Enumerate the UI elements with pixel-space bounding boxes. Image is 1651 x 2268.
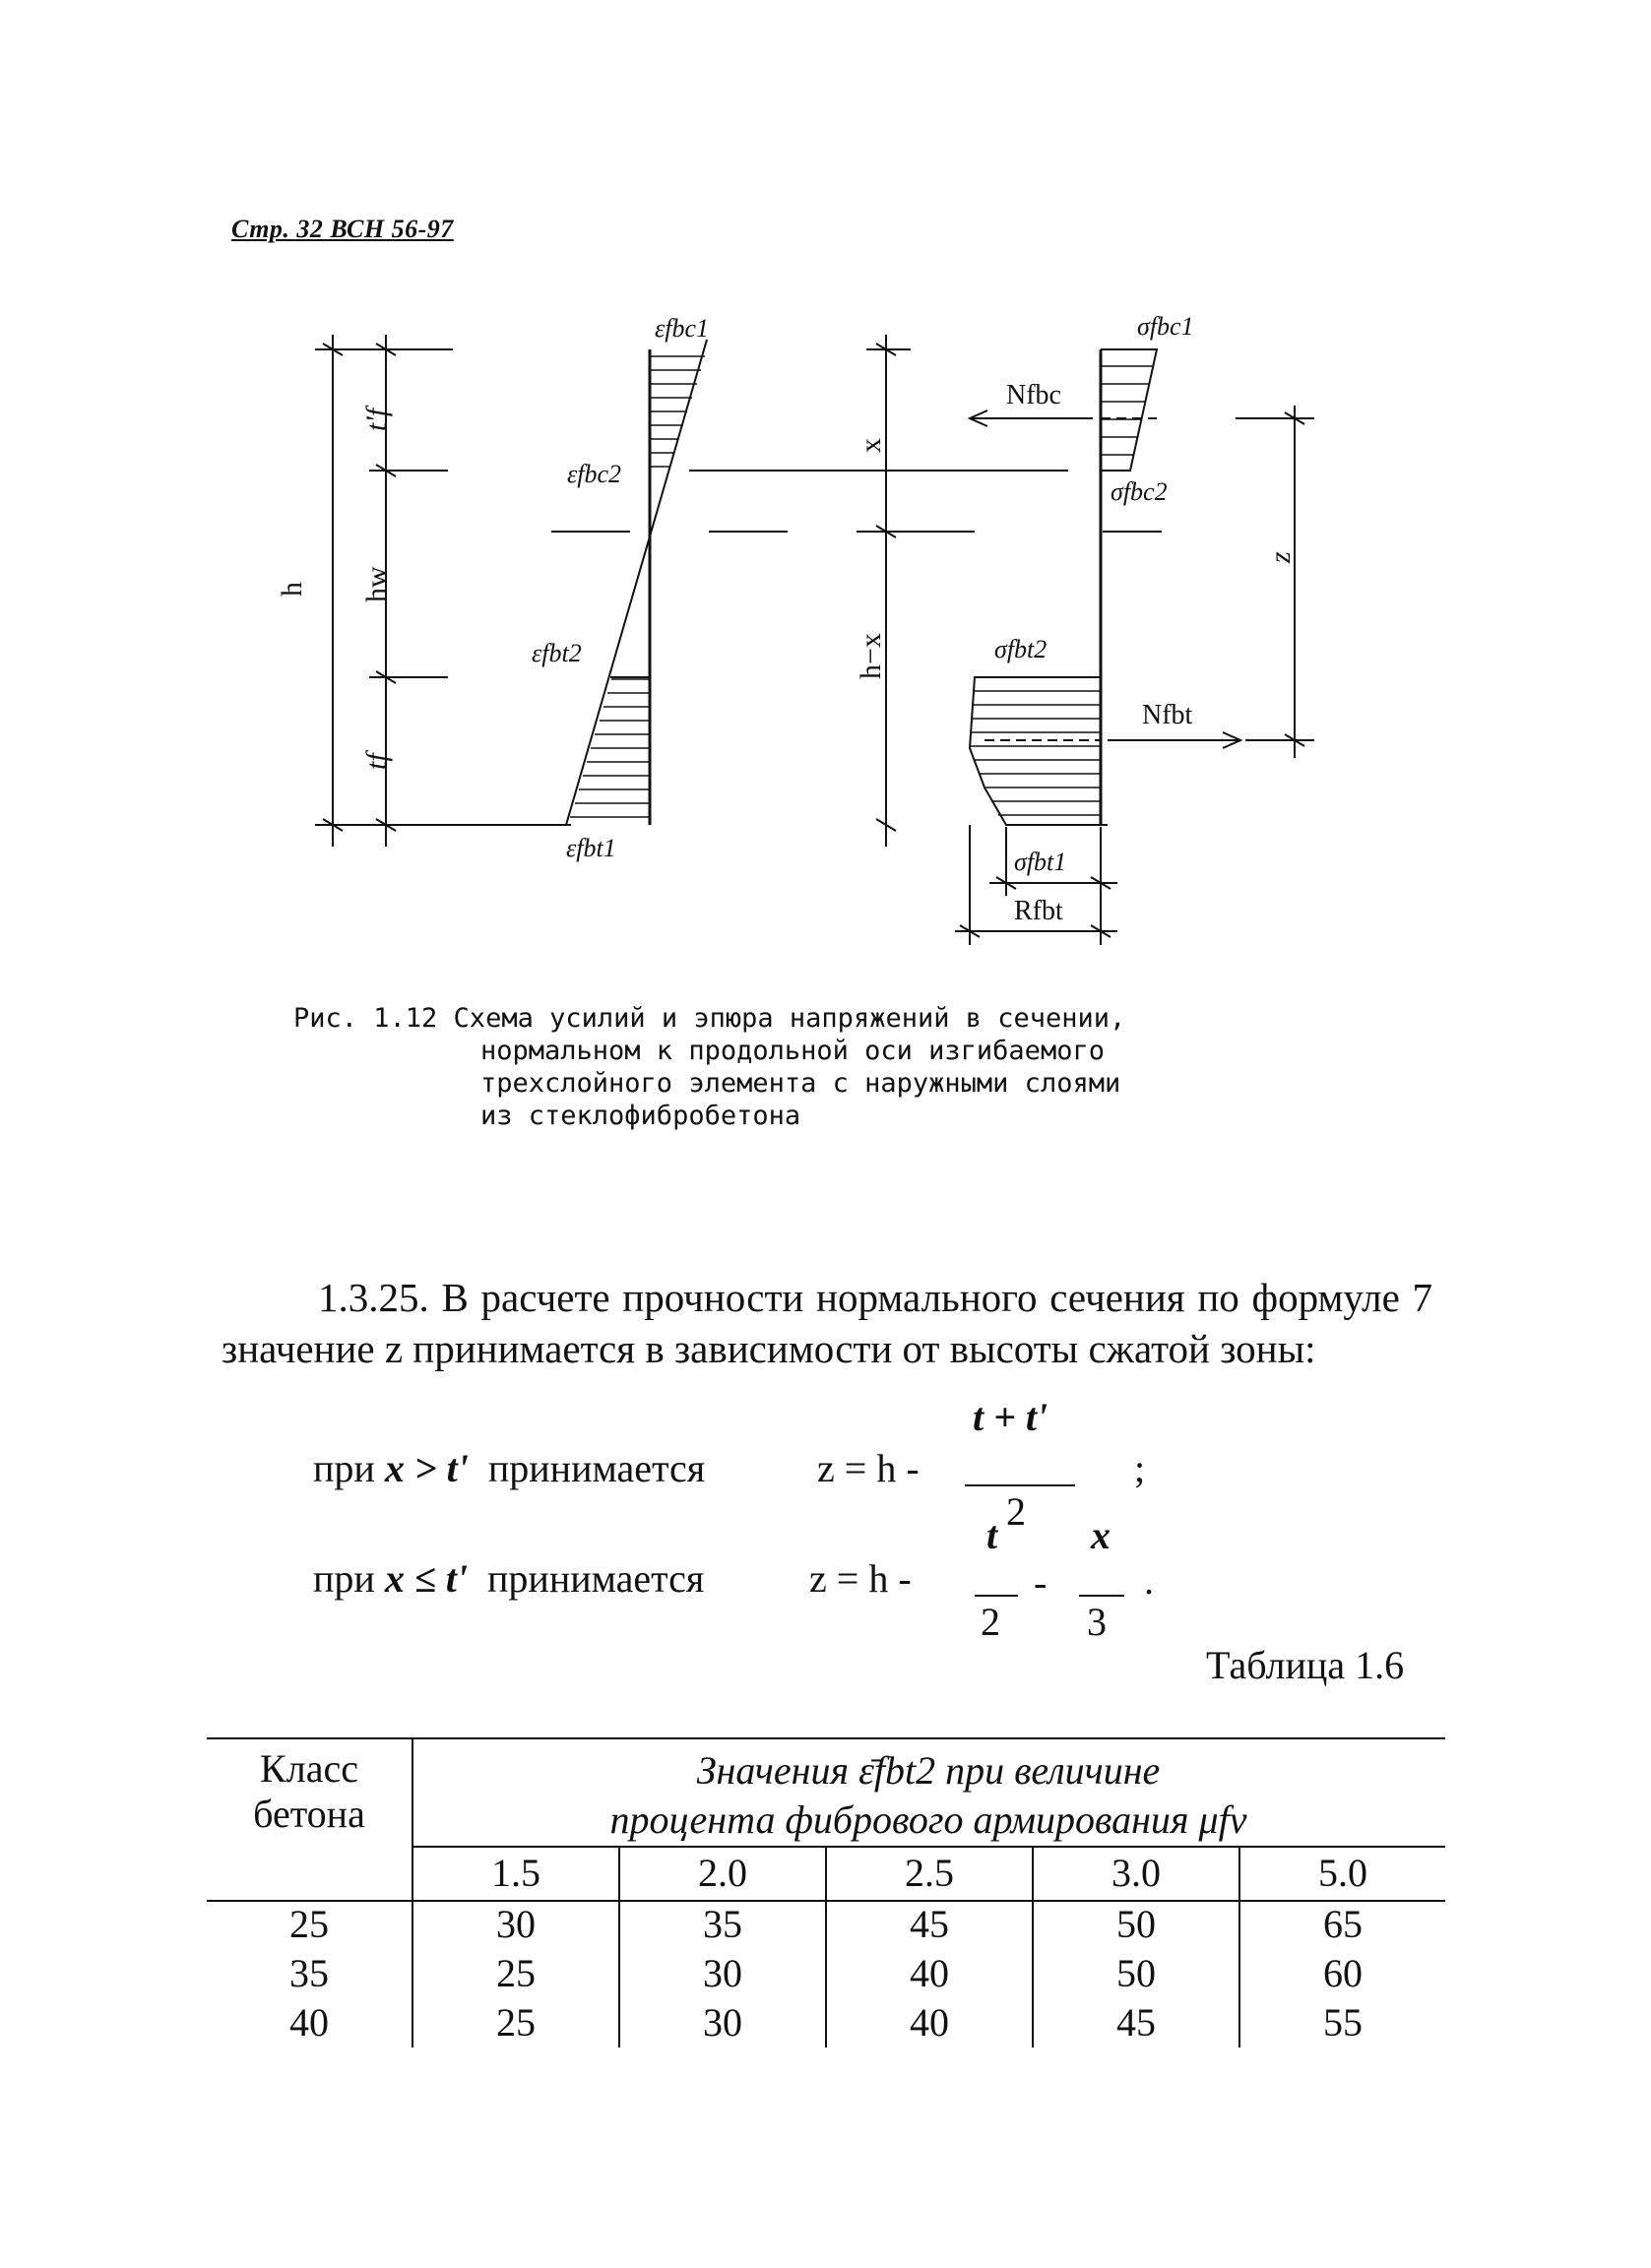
label-z: z: [1264, 551, 1297, 563]
label-h-minus-x: h−x: [855, 633, 887, 679]
label-R-fbt: Rfbt: [1014, 896, 1063, 926]
table-col0-header-2: бетона: [253, 1792, 365, 1836]
label-N-fbc: Nfbc: [1006, 380, 1061, 410]
data-table: [207, 1737, 1445, 2052]
table-span-header-1: Значения ε̄fbt2 при величине: [696, 1748, 1161, 1793]
table-top-rule: [207, 1737, 1445, 1739]
table-row-1-val-2: 35: [703, 1902, 742, 1946]
label-N-fbt: Nfbt: [1142, 700, 1193, 730]
stress-diagram: [0, 0, 1651, 984]
table-row-1-val-1: 30: [496, 1902, 536, 1946]
strain-diagram: [566, 340, 707, 825]
formula-2-condition: x ≤ t': [384, 1556, 468, 1601]
label-sigma-fbc1: σfbc1: [1137, 312, 1194, 341]
neutral-axis: [551, 471, 1162, 532]
table-row-3-val-5: 55: [1323, 2000, 1363, 2045]
formula-2-prefix: при: [313, 1556, 375, 1601]
bottom-dimensions: [955, 825, 1117, 945]
formula-2-end: .: [1144, 1558, 1154, 1603]
label-sigma-fbc2: σfbc2: [1111, 477, 1168, 506]
label-eps-fbt2: εfbt2: [532, 639, 582, 667]
formula-1-prefix: при: [313, 1446, 375, 1490]
table-header-rule: [412, 1846, 1445, 1848]
z-dimension: [1236, 406, 1314, 758]
left-dimension-lines: [315, 335, 571, 847]
formula-2: [313, 1555, 704, 1602]
formula-2-lhs: z = h -: [809, 1556, 912, 1601]
caption-line-3: трехслойного элемента с наружными слоями: [480, 1068, 1121, 1099]
table-row-2-val-3: 40: [910, 1951, 949, 1995]
table-row-3-val-3: 40: [910, 2000, 949, 2045]
table-row-2-val-2: 30: [703, 1951, 742, 1995]
label-eps-fbc2: εfbc2: [567, 460, 622, 488]
table-row-1-val-4: 50: [1116, 1902, 1156, 1946]
caption-line-1: Рис. 1.12 Схема усилий и эпюра напряжений в сечении,: [293, 1003, 1126, 1034]
label-t: tf: [360, 753, 393, 770]
caption-line-4: из стеклофибробетона: [480, 1101, 801, 1131]
table-row-2-val-1: 25: [496, 1951, 536, 1995]
formula-1-end: ;: [1134, 1446, 1146, 1490]
paragraph-text: 1.3.25. В расчете прочности нормального сечения по формуле 7 значение z принимается в зависимости от высоты сжатой зоны:: [222, 1275, 1432, 1371]
formula-1-condition: x > t': [384, 1446, 469, 1490]
table-subheader-3: 2.5: [905, 1851, 954, 1895]
table-subheader-2: 2.0: [698, 1851, 747, 1895]
table-subheader-1: 1.5: [491, 1851, 540, 1895]
page-header: Стр. 32 ВСН 56-97: [231, 215, 454, 243]
table-row-1-val-3: 45: [910, 1902, 949, 1946]
label-eps-fbc1: εfbc1: [655, 314, 710, 343]
formula-2-fraction-bar-1: [975, 1595, 1018, 1597]
formula-2-numerator-2: x: [1091, 1513, 1111, 1557]
table-row-3-val-4: 45: [1116, 2000, 1156, 2045]
table-subheader-5: 5.0: [1318, 1851, 1367, 1895]
label-hw: hw: [360, 566, 393, 602]
table-row-2-class: 35: [289, 1951, 329, 1995]
formula-1-mid: принимается: [487, 1446, 706, 1490]
formula-2-minus: -: [1034, 1560, 1048, 1605]
x-dimension: [866, 335, 911, 847]
table-row-2-val-4: 50: [1116, 1951, 1156, 1995]
stress-epure: [970, 349, 1157, 825]
label-t-prime: t'f: [360, 408, 393, 431]
table-row-1-class: 25: [289, 1902, 329, 1946]
formula-2-mid: принимается: [487, 1556, 705, 1601]
formula-1-numerator: t + t': [973, 1395, 1048, 1439]
table-row-3-class: 40: [289, 2000, 329, 2045]
table-title: Таблица 1.6: [1206, 1643, 1405, 1687]
table-row-3-val-1: 25: [496, 2000, 536, 2045]
table-row-1-val-5: 65: [1323, 1902, 1363, 1946]
formula-1-fraction-bar: [965, 1484, 1075, 1486]
formula-2-numerator-1: t: [986, 1513, 998, 1557]
caption-line-2: нормальном к продольной оси изгибаемого: [480, 1036, 1105, 1066]
section-paragraph: [222, 1272, 1432, 1374]
table-subheader-4: 3.0: [1111, 1851, 1161, 1895]
formula-1-lhs: z = h -: [817, 1446, 920, 1490]
figure-caption: [293, 1002, 1125, 1132]
table-row-2-val-5: 60: [1323, 1951, 1363, 1995]
formula-1-denominator: 2: [1006, 1489, 1026, 1534]
label-sigma-fbt2: σfbt2: [994, 635, 1048, 663]
label-h: h: [276, 582, 308, 597]
table-row-3-val-2: 30: [703, 2000, 742, 2045]
formula-2-denominator-2: 3: [1087, 1600, 1107, 1644]
label-x: x: [855, 438, 887, 453]
formula-2-fraction-bar-2: [1079, 1595, 1124, 1597]
formula-1: [313, 1445, 705, 1491]
table-col0-header-1: Класс: [260, 1746, 358, 1791]
force-arrows: [970, 410, 1240, 748]
label-eps-fbt1: εfbt1: [566, 834, 616, 862]
label-sigma-fbt1: σfbt1: [1014, 848, 1067, 876]
table-span-header-2: процента фибрового армирования μfv: [609, 1797, 1247, 1842]
formula-2-denominator-1: 2: [981, 1600, 1000, 1644]
